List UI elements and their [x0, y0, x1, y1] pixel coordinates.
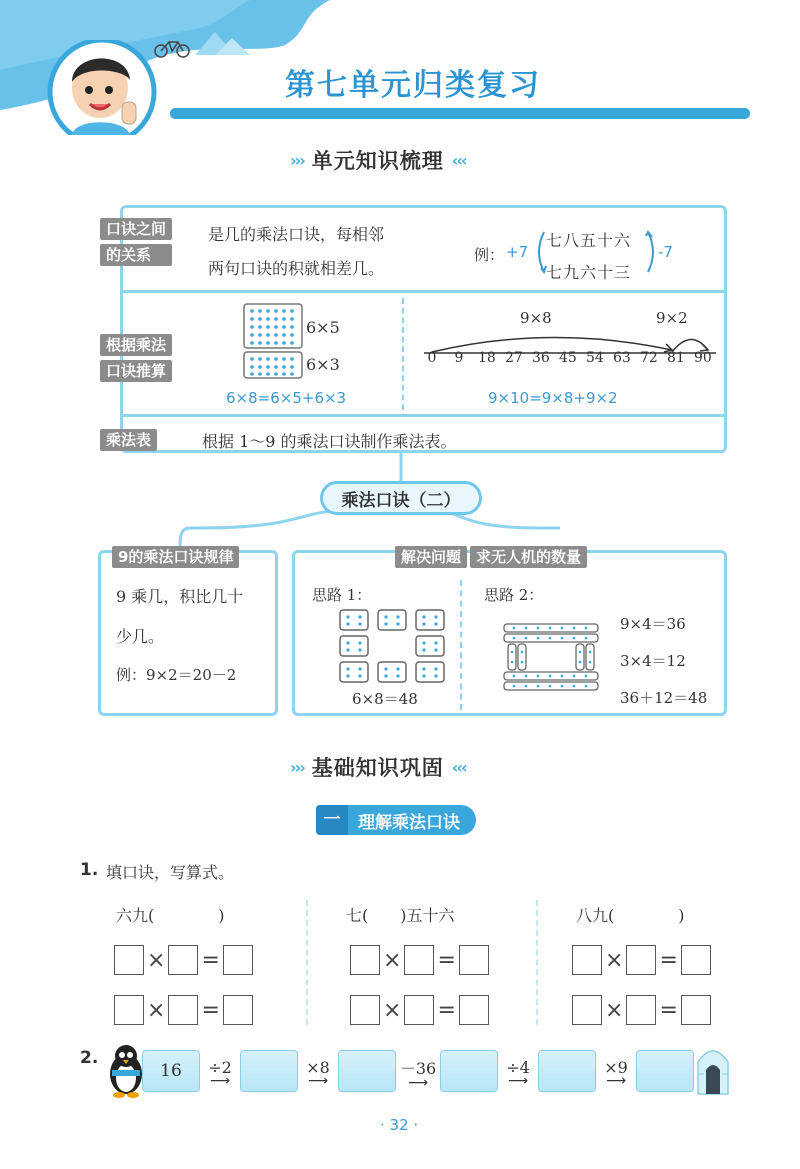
solve-divider-dashed	[460, 580, 462, 710]
answer-ice-block[interactable]	[338, 1050, 396, 1092]
answer-ice-block[interactable]	[440, 1050, 498, 1092]
arc-label-1: 9×8	[520, 309, 552, 327]
header-banner	[0, 0, 800, 125]
q1-equation-row: × =	[572, 945, 711, 975]
answer-box[interactable]	[114, 945, 144, 975]
derive-equation-1: 6×8=6×5+6×3	[226, 389, 347, 407]
answer-box[interactable]	[404, 995, 434, 1025]
arrow-right-icon: ⟶	[209, 1072, 231, 1089]
dot-label-2: 6×3	[306, 355, 340, 374]
q1-col-divider-2	[536, 900, 538, 1025]
q1-rhyme-2: 七( )五十六	[346, 906, 455, 925]
tick-label: 9	[454, 350, 464, 366]
row-divider-2	[120, 414, 727, 417]
rule-line-1: 七八五十六	[546, 231, 632, 250]
answer-box[interactable]	[572, 995, 602, 1025]
plus-seven: +7	[506, 243, 529, 261]
arrows-right-icon-2: ›››	[290, 757, 304, 777]
answer-box[interactable]	[681, 995, 711, 1025]
drone-group-icon-1	[338, 608, 448, 690]
solve-tags: 解决问题 求无人机的数量	[395, 546, 587, 568]
relation-tag: 口诀之间 的关系	[100, 218, 172, 266]
tick-label: 90	[694, 350, 712, 366]
answer-box[interactable]	[572, 945, 602, 975]
answer-box[interactable]	[350, 945, 380, 975]
center-label: 乘法口诀（二）	[320, 481, 482, 515]
op-arrow: －36 ⟶	[396, 1056, 440, 1087]
op-arrow: ÷4 ⟶	[498, 1058, 538, 1085]
q1-equation-row: × =	[350, 945, 489, 975]
q1-rhyme-1: 六九( )	[116, 906, 225, 925]
tick-label: 81	[667, 350, 685, 366]
op-arrow: ×8 ⟶	[298, 1058, 338, 1085]
answer-box[interactable]	[459, 995, 489, 1025]
idea1-equation: 6×8＝48	[352, 690, 418, 708]
q1-rhyme-3: 八九( )	[576, 906, 685, 925]
answer-box[interactable]	[223, 945, 253, 975]
arc-label-2: 9×2	[656, 309, 688, 327]
answer-ice-block[interactable]	[636, 1050, 694, 1092]
answer-box[interactable]	[350, 995, 380, 1025]
section-title-2: ››› 基础知识巩固 ‹‹‹	[290, 756, 466, 780]
dot-label-1: 6×5	[306, 318, 340, 337]
number-line-ticks	[420, 350, 720, 372]
arrow-right-icon: ⟶	[605, 1072, 627, 1089]
answer-ice-block[interactable]	[538, 1050, 596, 1092]
minus-seven: -7	[658, 243, 673, 261]
row-divider-1	[120, 290, 727, 293]
tick-label: 27	[505, 350, 523, 366]
question-2-number: 2.	[80, 1048, 99, 1068]
arrows-left-icon-2: ‹‹‹	[451, 757, 466, 777]
tick-label: 0	[427, 350, 437, 366]
answer-box[interactable]	[681, 945, 711, 975]
tick-label: 18	[478, 350, 496, 366]
question-1-text: 填口诀，写算式。	[106, 863, 235, 882]
q1-equation-row: × =	[350, 995, 489, 1025]
q1-equation-row: × =	[114, 945, 253, 975]
answer-box[interactable]	[168, 995, 198, 1025]
tick-label: 72	[640, 350, 658, 366]
arrow-right-icon: ⟶	[407, 1074, 429, 1091]
answer-box[interactable]	[168, 945, 198, 975]
idea1-label: 思路 1：	[312, 586, 372, 604]
igloo-icon	[696, 1044, 730, 1100]
tick-label: 36	[532, 350, 550, 366]
arrows-left-icon: ‹‹‹	[451, 150, 466, 170]
q1-equation-row: × =	[572, 995, 711, 1025]
col-divider-dashed	[402, 298, 404, 410]
page-number: · 32 ·	[380, 1116, 419, 1134]
q1-equation-row: × =	[114, 995, 253, 1025]
answer-box[interactable]	[223, 995, 253, 1025]
answer-box[interactable]	[114, 995, 144, 1025]
tick-label: 45	[559, 350, 577, 366]
nine-rule-example: 例：9×2＝20－2	[116, 666, 237, 684]
question-1-number: 1.	[80, 860, 99, 880]
tick-label: 54	[586, 350, 604, 366]
dot-array-icon	[243, 303, 303, 383]
tick-label: 63	[613, 350, 631, 366]
answer-ice-block[interactable]	[240, 1050, 298, 1092]
unit-badge: 一 理解乘法口诀	[316, 805, 476, 835]
nine-rule-line-2: 少几。	[116, 627, 165, 646]
nine-rule-line-1: 9 乘几，积比几十	[116, 587, 244, 606]
op-arrow: ×9 ⟶	[596, 1058, 636, 1085]
page-title: 第七单元归类复习	[285, 68, 541, 103]
ice-block-start: 16	[142, 1050, 200, 1092]
table-text: 根据 1～9 的乘法口诀制作乘法表。	[202, 432, 457, 451]
rule-line-2: 七九六十三	[546, 263, 632, 282]
answer-box[interactable]	[459, 945, 489, 975]
idea2-equations: 9×4＝36 3×4＝12 36＋12＝48	[620, 615, 708, 707]
table-tag: 乘法表	[100, 429, 157, 451]
ice-chain	[142, 1050, 694, 1092]
derive-equation-2: 9×10=9×8+9×2	[488, 389, 618, 407]
drone-group-icon-2	[502, 622, 602, 696]
answer-box[interactable]	[404, 945, 434, 975]
nine-rule-tag: 9的乘法口诀规律	[112, 546, 239, 568]
relation-text: 是几的乘法口诀，每相邻 两句口诀的积就相差几。	[208, 225, 385, 278]
derive-tag: 根据乘法 口诀推算	[100, 334, 172, 382]
arrow-right-icon: ⟶	[307, 1072, 329, 1089]
q1-col-divider-1	[306, 900, 308, 1025]
boy-mascot-icon	[42, 40, 162, 139]
answer-box[interactable]	[626, 995, 656, 1025]
section-title-1: ››› 单元知识梳理 ‹‹‹	[290, 149, 466, 173]
relation-example-label: 例：	[474, 246, 505, 264]
answer-box[interactable]	[626, 945, 656, 975]
idea2-label: 思路 2：	[484, 586, 544, 604]
arrow-right-icon: ⟶	[507, 1072, 529, 1089]
op-arrow: ÷2 ⟶	[200, 1058, 240, 1085]
arrows-right-icon: ›››	[290, 150, 304, 170]
